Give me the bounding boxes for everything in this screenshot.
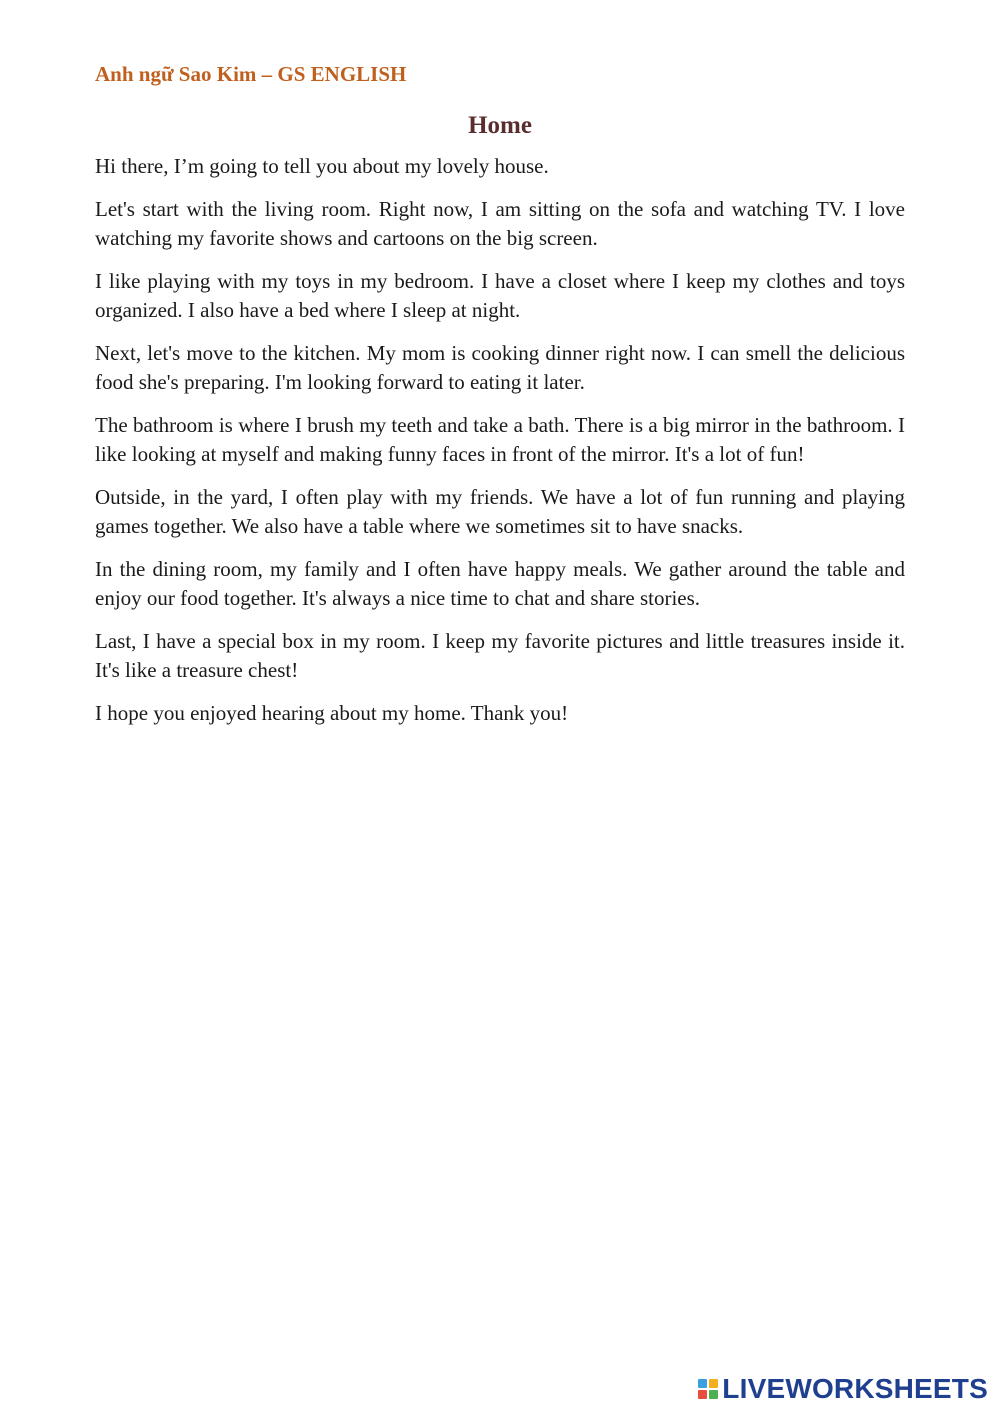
paragraph-kitchen: Next, let's move to the kitchen. My mom is cooking dinner right now. I can smell the delicious food she's preparing. I'm looking forward to eating it later. — [95, 341, 905, 394]
paragraph-dining-room: In the dining room, my family and I often have happy meals. We gather around the table and enjoy our food together. It's always a nice time to chat and share stories. — [95, 557, 905, 610]
logo-square — [698, 1379, 707, 1388]
page-title: Home — [468, 112, 532, 139]
paragraph-yard: Outside, in the yard, I often play with my friends. We have a lot of fun running and playing games together. We also have a table where we sometimes sit to have snacks. — [95, 485, 905, 538]
document-page — [95, 60, 905, 742]
logo-square — [709, 1379, 718, 1388]
liveworksheets-logo[interactable] — [698, 1374, 988, 1404]
logo-square — [698, 1390, 707, 1399]
paragraph-bedroom: I like playing with my toys in my bedroom. I have a closet where I keep my clothes and toys organized. I also have a bed where I sleep at night. — [95, 269, 905, 322]
logo-square — [709, 1390, 718, 1399]
paragraph-closing: I hope you enjoyed hearing about my home. Thank you! — [95, 701, 569, 725]
brand-header: Anh ngữ Sao Kim – GS ENGLISH — [95, 62, 407, 86]
liveworksheets-logo-icon — [698, 1379, 718, 1399]
paragraph-special-box: Last, I have a special box in my room. I keep my favorite pictures and little treasures inside it. It's like a treasure chest! — [95, 629, 905, 682]
paragraph-bathroom: The bathroom is where I brush my teeth and take a bath. There is a big mirror in the bathroom. I like looking at myself and making funny faces in front of the mirror. It's a lot of fun! — [95, 413, 905, 466]
paragraph-intro: Hi there, I’m going to tell you about my lovely house. — [95, 154, 549, 178]
logo-text: LIVEWORKSHEETS — [722, 1373, 988, 1404]
paragraph-living-room: Let's start with the living room. Right now, I am sitting on the sofa and watching TV. I love watching my favorite shows and cartoons on the big screen. — [95, 197, 905, 250]
